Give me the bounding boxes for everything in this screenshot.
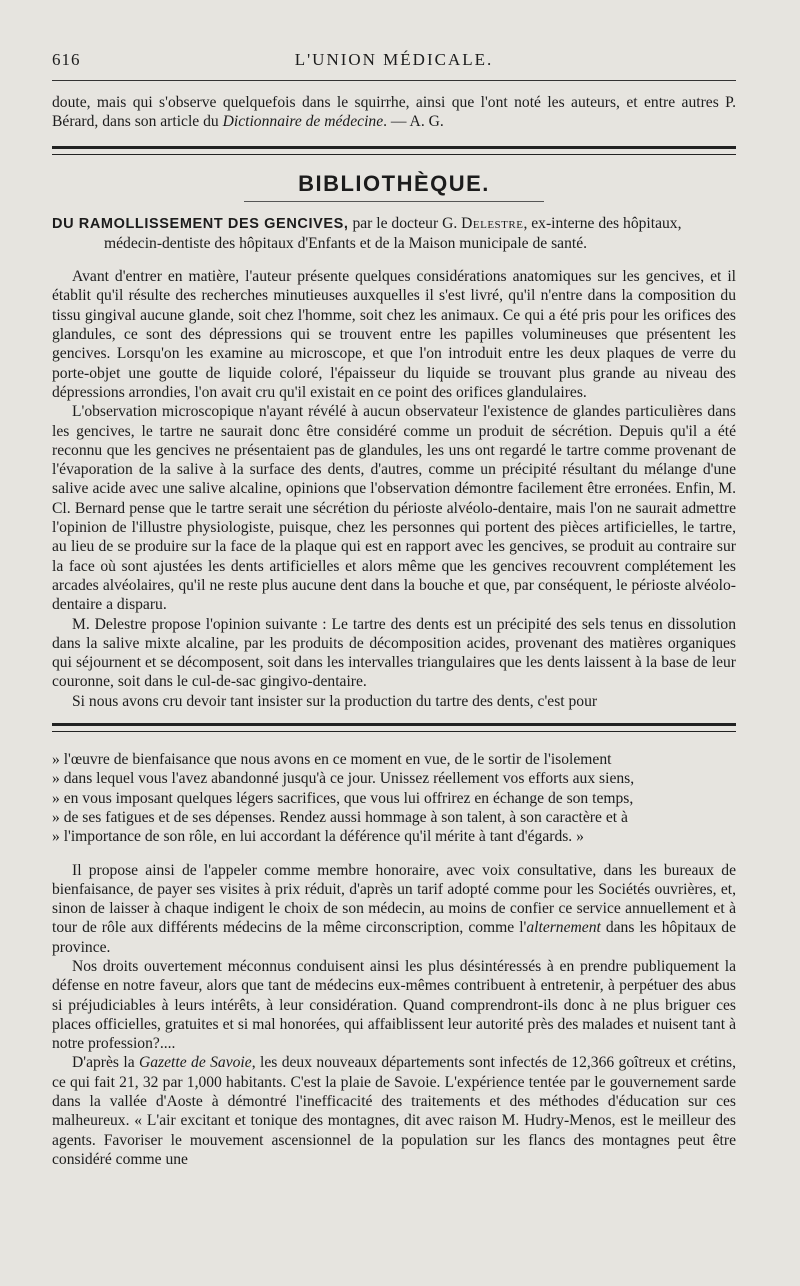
- lower-section-divider: [52, 723, 736, 732]
- quote-line: » l'œuvre de bienfaisance que nous avons en ce moment en vue, de le sortir de l'isolement: [52, 751, 612, 769]
- previous-article-line-1: doute, mais qui s'observe quelquefois dans le squirrhe, ainsi que l'ont noté les auteurs,: [52, 94, 620, 111]
- lower-paragraph-1b: dans les hôpitaux de province.: [52, 919, 736, 956]
- previous-article-signature: . — A. G.: [383, 113, 444, 131]
- dictionary-title: Dictionnaire de médecine: [222, 113, 384, 131]
- journal-title: L'UNION MÉDICALE.: [294, 50, 494, 69]
- lower-paragraph-1: [52, 861, 736, 957]
- review-paragraph-3: M. Delestre propose l'opinion suivante : Le tartre des dents est un précipité des sels tenus en dissolution dans la salive mixte alcaline, par les produits de décomposition acides, provenant des matières organiques qui séjournent et se décomposent, soit dans les intervalles triangulaires que les dents laissent à la base de leur couronne, soit dans le cul-de-sac gingivo-dentaire.: [52, 615, 736, 691]
- book-byline-b: , ex-interne des hôpitaux,: [523, 214, 682, 232]
- alternement-term: alternement: [526, 919, 601, 937]
- book-heading: [52, 214, 736, 234]
- lower-paragraph-3a: D'après la: [72, 1054, 139, 1072]
- spacer: [52, 847, 736, 861]
- previous-article-ending: [52, 93, 736, 132]
- review-paragraph-4: Si nous avons cru devoir tant insister sur la production du tartre des dents, c'est pour: [72, 692, 598, 710]
- quotation-block: [52, 750, 736, 846]
- quote-line: » en vous imposant quelques légers sacrifices, que vous lui offrirez en échange de son temps,: [52, 789, 634, 807]
- lower-paragraph-1a: Il propose ainsi de l'appeler comme membre honoraire, avec voix consultative, dans les bureaux de bienfaisance, de payer ses visites à prix réduit, d'après un tarif adopté comme pour les Sociétés ouvrières, et, sinon de laisser à chaque indigent le choix de son médecin, au moins de confier ce service annuellement et à tour de rôle aux différents médecins de la même circonscription, comme l': [52, 861, 736, 937]
- book-byline-2: médecin-dentiste des hôpitaux d'Enfants et de la Maison municipale de santé.: [104, 234, 588, 252]
- lower-paragraph-3: [52, 1053, 736, 1169]
- section-divider: [52, 146, 736, 155]
- lower-paragraph-3b: , les deux nouveaux départements sont infectés de 12,366 goîtreux et crétins, ce qui fait 21, 32 par 1,000 habitants. C'est la plaie de Savoie. L'expérience tentée par le gouvernement sarde dans la vallée d'Aoste à démontré l'inefficacité des traitements et des méthodes d'éducation sur ces malheureux. « L'air excitant et tonique des montagnes, dit avec raison M. Hudry-Menos, est le meilleur des agents. Favoriser le mouvement ascensionnel de la population sur les flancs des montagnes peut être considéré comme une: [52, 1054, 737, 1168]
- section-title: BIBLIOTHÈQUE.: [298, 170, 490, 196]
- gazette-title: Gazette de Savoie: [139, 1054, 252, 1072]
- quote-line: » de ses fatigues et de ses dépenses. Rendez aussi hommage à son talent, à son caractère et à: [52, 808, 628, 826]
- lower-article-body: [52, 861, 736, 1170]
- review-paragraph-1: Avant d'entrer en matière, l'auteur présente quelques considérations anatomiques sur les gencives, et il établit qu'il résulte des recherches minutieuses auxquelles il s'est livré, qu'il n'entre dans la composition du tissu gingival aucune glande, soit chez l'homme, soit chez les animaux. Ce qui a été pris pour les orifices des glandules, ce sont des dépressions qui se trouvent entre les papilles volumineuses que présentent les gencives. Lorsqu'on les examine au microscope, et que l'on introduit entre les deux plaques de verre du porte-objet une goutte de liquide coloré, l'épaisseur du liquide se trouvant plus grande au niveau des dépressions arrondies, l'on avait cru qu'il existait en ce point des orifices glandulaires.: [52, 268, 736, 401]
- review-body: [52, 267, 736, 711]
- review-paragraph-2: L'observation microscopique n'ayant révélé à aucun observateur l'existence de glandes particulières dans les gencives, le tartre ne saurait donc être considéré comme un produit de sécrétion. Depuis qu'il a été reconnu que les gencives ne présentaient pas de glandules, les uns ont regardé le tartre comme provenant de l'évaporation de la salive à la surface des dents, d'autres, comme un précipité résultant du mélange d'une salive acide avec une salive alcaline, opinions que l'observation démontre facilement être erronées. Enfin, M. Cl. Bernard pense que le tartre serait une sécrétion du périoste alvéolo-dentaire, mais l'on ne saurait admettre l'opinion de l'illustre physiologiste, puisque, chez les personnes qui portent des pièces artificielles, le tartre, au lieu de se produire sur la face de la plaque qui est en rapport avec les gencives, se produit au contraire sur la face où sont ajustées les dents artificielles et alors même que les gencives recouvrent complétement les arcades alvéolaires, qu'il ne reste plus aucune dent dans la bouche et que, par conséquent, le périoste alvéolo-dentaire a disparu.: [52, 403, 736, 614]
- book-byline-a: par le docteur G.: [348, 214, 462, 232]
- quote-line: » dans lequel vous l'avez abandonné jusqu'à ce jour. Unissez réellement vos efforts aux siens,: [52, 770, 635, 788]
- page-number: 616: [52, 50, 81, 69]
- header-rule: [52, 80, 736, 81]
- section-title-rule: [244, 201, 544, 202]
- book-author: Delestre: [461, 214, 524, 232]
- book-title: DU RAMOLLISSEMENT DES GENCIVES,: [52, 215, 349, 232]
- quote-line: » l'importance de son rôle, en lui accordant la déférence qu'il mérite à tant d'égards. »: [52, 828, 584, 846]
- lower-paragraph-2: Nos droits ouvertement méconnus conduisent ainsi les plus désintéressés à en prendre publiquement la défense en notre faveur, alors que tant de médecins eux-mêmes contribuent à entretenir, à perpétuer des abus si préjudiciables à leurs intérêts, à leur considération. Quand comprendront-ils donc à ne plus briguer ces places officielles, gratuites et si mal honorées, qui affaiblissent leur autorité près des malades et nuisent tant à notre profession?....: [52, 957, 736, 1053]
- previous-article-line-2a: et entre autres P. Bérard, dans son article du: [52, 94, 736, 131]
- running-head: [52, 44, 736, 74]
- book-entry: [52, 214, 736, 254]
